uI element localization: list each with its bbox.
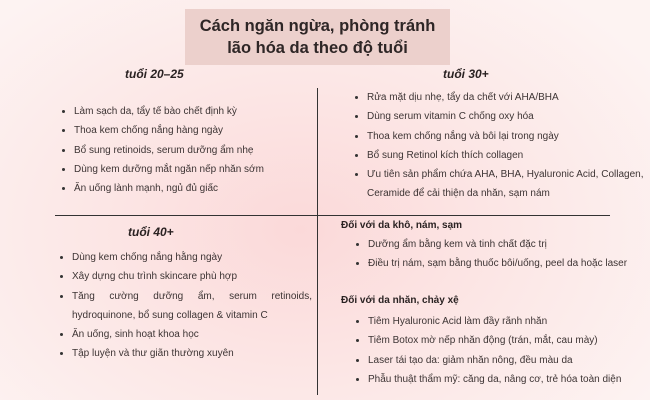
list-item: Thoa kem chống nắng và bôi lại trong ngày [355,127,645,146]
list-item: Tăng cường dưỡng ẩm, serum retinoids, hydroquinone, bổ sung collagen & vitamin C [60,287,312,326]
horizontal-divider [55,215,610,216]
list-item: Dùng kem dưỡng mắt ngăn nếp nhăn sớm [62,160,312,179]
list-item: Điều trị nám, sạm bằng thuốc bôi/uống, peel da hoặc laser [356,254,636,273]
page-title [185,9,450,65]
subheading-dry-skin: Đối với da khô, nám, sạm [341,220,463,231]
list-item: Tập luyện và thư giãn thường xuyên [60,344,312,363]
list-item: Thoa kem chống nắng hàng ngày [62,121,312,140]
subheading-wrinkled-skin: Đối với da nhăn, chảy xệ [341,295,459,306]
list-item: Ưu tiên sản phẩm chứa AHA, BHA, Hyaluronic Acid, Collagen, Ceramide để cải thiện da nhăn, sạm nám [355,165,645,204]
list-item: Ăn uống lành mạnh, ngủ đủ giấc [62,179,312,198]
list-wrinkled-skin [356,312,646,389]
list-item: Bổ sung retinoids, serum dưỡng ẩm nhẹ [62,141,312,160]
list-item: Ăn uống, sinh hoạt khoa học [60,325,312,344]
title-line-1: Cách ngăn ngừa, phòng tránh [199,17,436,35]
list-item: Rửa mặt dịu nhẹ, tẩy da chết với AHA/BHA [355,88,645,107]
list-item: Làm sạch da, tẩy tế bào chết định kỳ [62,102,312,121]
list-dry-skin [356,235,636,274]
vertical-divider [317,88,318,395]
list-item: Tiêm Hyaluronic Acid làm đầy rãnh nhăn [356,312,646,331]
list-item: Laser tái tạo da: giảm nhăn nông, đều màu da [356,351,646,370]
list-age-40 [60,248,312,364]
heading-age-30: tuổi 30+ [443,67,489,81]
title-line-2: lão hóa da theo độ tuổi [227,39,408,57]
list-age-20-25 [62,102,312,198]
list-item: Dùng kem chống nắng hằng ngày [60,248,312,267]
list-item: Xây dựng chu trình skincare phù hợp [60,267,312,286]
list-item: Dùng serum vitamin C chống oxy hóa [355,107,645,126]
list-item: Tiêm Botox mờ nếp nhăn động (trán, mắt, cau mày) [356,331,646,350]
list-age-30 [355,88,645,204]
list-item: Dưỡng ẩm bằng kem và tinh chất đặc trị [356,235,636,254]
heading-age-40: tuổi 40+ [128,225,174,239]
list-item: Bổ sung Retinol kích thích collagen [355,146,645,165]
list-item: Phẫu thuật thẩm mỹ: căng da, nâng cơ, trẻ hóa toàn diện [356,370,646,389]
heading-age-20-25: tuổi 20–25 [125,67,184,81]
